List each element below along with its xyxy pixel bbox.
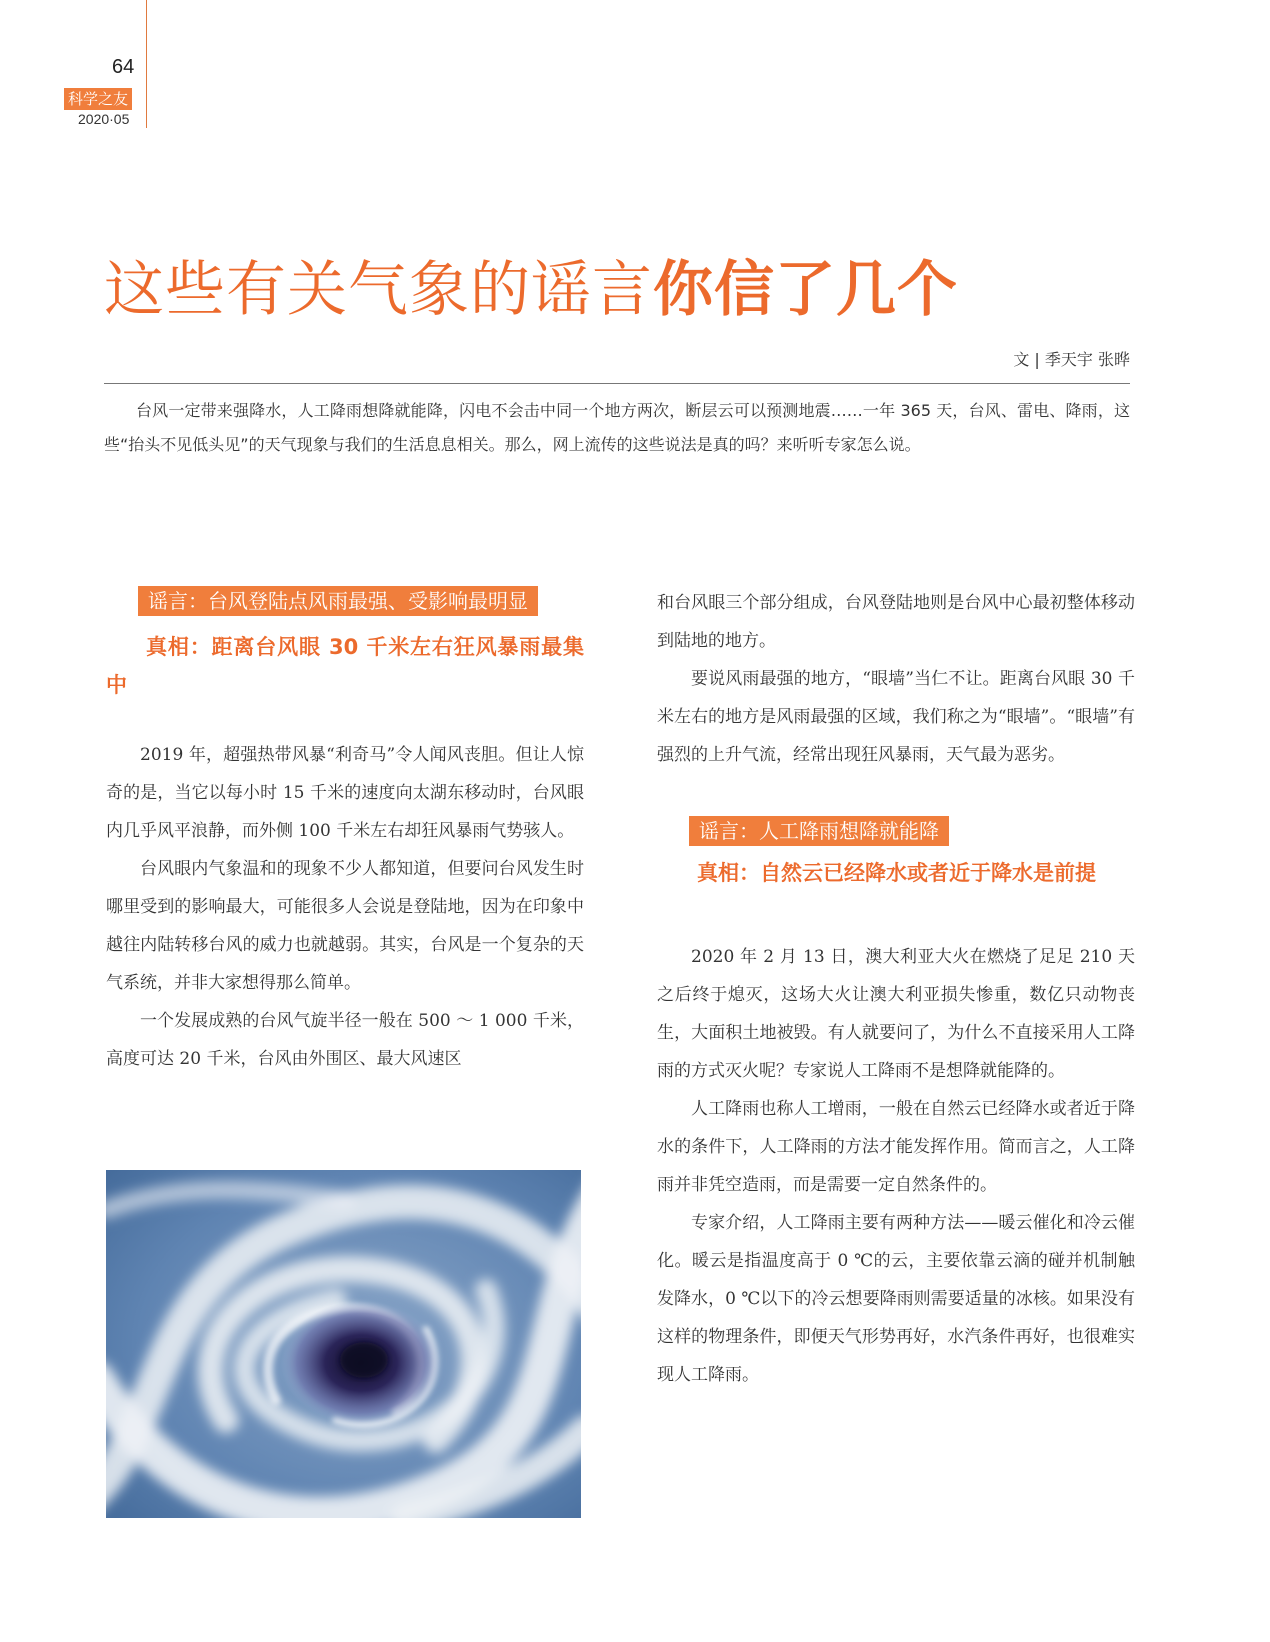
right-column <box>657 584 1135 1394</box>
typhoon-image <box>106 1170 581 1518</box>
title-regular: 这些有关气象的谣言 <box>104 255 653 325</box>
section1-paragraph: 一个发展成熟的台风气旋半径一般在 500 ～ 1 000 千米，高度可达 20 千米，台风由外围区、最大风速区 <box>106 1011 584 1069</box>
page-number: 64 <box>112 56 135 78</box>
section2-rumor-tag: 谣言：人工降雨想降就能降 <box>689 816 949 846</box>
section1-rumor-tag: 谣言：台风登陆点风雨最强、受影响最明显 <box>138 586 538 616</box>
byline: 文 | 季天宇 张晔 <box>1013 350 1130 369</box>
section1-paragraph: 要说风雨最强的地方，“眼墙”当仁不让。距离台风眼 30 千米左右的地方是风雨最强的区域，我们称之为“眼墙”。“眼墙”有强烈的上升气流，经常出现狂风暴雨，天气最为恶劣。 <box>657 669 1135 765</box>
section1-paragraph: 台风眼内气象温和的现象不少人都知道，但要问台风发生时哪里受到的影响最大，可能很多人会说是登陆地，因为在印象中越往内陆转移台风的威力也就越弱。其实，台风是一个复杂的天气系统，并非大家想得那么简单。 <box>106 859 584 993</box>
section2-truth-heading: 真相：自然云已经降水或者近于降水是前提 <box>697 861 1096 885</box>
intro <box>104 394 1130 462</box>
section2-paragraph: 人工降雨也称人工增雨，一般在自然云已经降水或者近于降水的条件下，人工降雨的方法才能发挥作用。简而言之，人工降雨并非凭空造雨，而是需要一定自然条件的。 <box>657 1099 1135 1195</box>
title-divider <box>104 383 1130 384</box>
title-bold: 你信了几个 <box>653 255 958 325</box>
typhoon-photo <box>106 1170 581 1518</box>
section1-continued-text: 和台风眼三个部分组成，台风登陆地则是台风中心最初整体移动到陆地的地方。 <box>657 593 1135 651</box>
left-column <box>106 584 584 1078</box>
section1-paragraph: 2019 年，超强热带风暴“利奇马”令人闻风丧胆。但让人惊奇的是，当它以每小时 15 千米的速度向太湖东移动时，台风眼内几乎风平浪静，而外侧 100 千米左右却狂风暴雨气势骇人。 <box>106 745 584 841</box>
section2-paragraph: 专家介绍，人工降雨主要有两种方法——暖云催化和冷云催化。暖云是指温度高于 0 ℃的云，主要依靠云滴的碰并机制触发降水，0 ℃以下的冷云想要降雨则需要适量的冰核。如果没有这样的物理条件，即便天气形势再好，水汽条件再好，也很难实现人工降雨。 <box>657 1213 1135 1385</box>
magazine-name-tag: 科学之友 <box>64 88 132 110</box>
intro-paragraph: 台风一定带来强降水，人工降雨想降就能降，闪电不会击中同一个地方两次，断层云可以预测地震……一年 365 天，台风、雷电、降雨，这些“抬头不见低头见”的天气现象与我们的生活息息相关。那么，网上流传的这些说法是真的吗？来听听专家怎么说。 <box>104 401 1130 454</box>
section2-paragraph: 2020 年 2 月 13 日，澳大利亚大火在燃烧了足足 210 天之后终于熄灭，这场大火让澳大利亚损失惨重，数亿只动物丧生，大面积土地被毁。有人就要问了，为什么不直接采用人工降雨的方式灭火呢？专家说人工降雨不是想降就能降的。 <box>657 947 1135 1081</box>
issue-date: 2020·05 <box>78 111 130 127</box>
section1-truth-heading: 真相：距离台风眼 30 千米左右狂风暴雨最集中 <box>106 635 584 697</box>
header-vertical-rule <box>146 0 147 128</box>
article-title <box>104 252 1164 328</box>
